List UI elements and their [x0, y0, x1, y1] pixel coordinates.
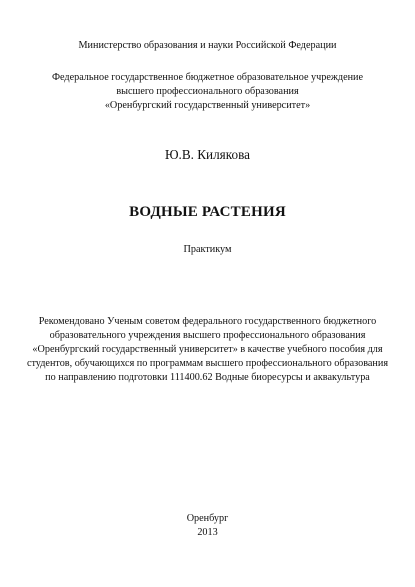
recommendation-line: Рекомендовано Ученым советом федерального государственного бюджетного	[38, 316, 377, 327]
institution-line: «Оренбургский государственный университет»	[104, 100, 311, 111]
publication-city: Оренбург	[186, 513, 229, 524]
recommendation-line: по направлению подготовки 111400.62 Водные биоресурсы и аквакультура	[45, 372, 370, 383]
institution-line: высшего профессионального образования	[116, 86, 299, 97]
book-title: ВОДНЫЕ РАСТЕНИЯ	[129, 204, 286, 220]
author-name: Ю.В. Килякова	[165, 147, 250, 162]
ministry-name: Министерство образования и науки Российской Федерации	[78, 40, 337, 51]
publication-year: 2013	[197, 527, 218, 538]
recommendation-line: «Оренбургский государственный университет» в качестве учебного пособия для	[32, 344, 383, 355]
recommendation-line: студентов, обучающихся по программам высшего профессионального образования	[26, 358, 389, 369]
recommendation-line: образовательного учреждения высшего профессионального образования	[49, 330, 366, 341]
institution-line: Федеральное государственное бюджетное образовательное учреждение	[51, 72, 364, 83]
book-subtitle: Практикум	[183, 244, 232, 255]
